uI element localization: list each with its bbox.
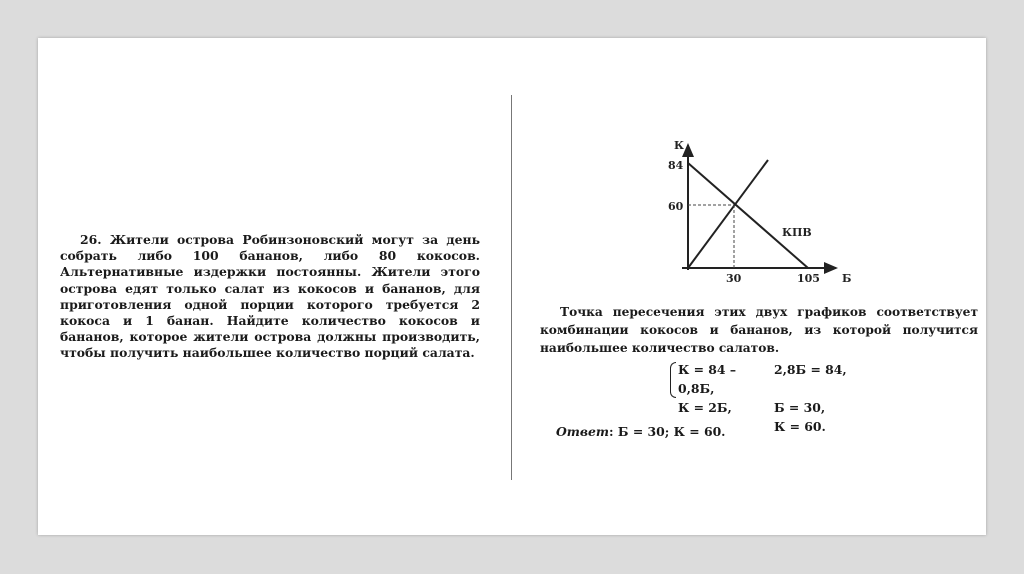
step-1: 2,8Б = 84, <box>774 362 847 377</box>
y-tick-84: 84 <box>668 159 684 172</box>
solution-text: Точка пересечения этих двух графиков соответствует комбинации кокосов и бананов, из которой получится наибольшее количество салатов. <box>540 305 978 355</box>
x-axis-label: Б <box>842 272 852 285</box>
answer-value: : Б = 30; К = 60. <box>609 424 726 439</box>
problem-statement: Жители острова Робинзоновский могут за день собрать либо 100 бананов, либо 80 кокосов. Альтернативные издержки постоянны. Жители этого острова едят только салат из кокосов и бананов, для приготовления одной порции которого требуется 2 кокоса и 1 банан. Найдите количество кокосов и бананов, которое жители острова должны производить, чтобы получить наибольшее количество порций салата. <box>60 232 480 361</box>
step-2: Б = 30, <box>774 400 826 415</box>
x-tick-105: 105 <box>797 272 820 285</box>
x-tick-30: 30 <box>726 272 742 285</box>
ppf-label: КПВ <box>782 226 812 239</box>
y-tick-60: 60 <box>668 200 684 213</box>
y-axis-label: К <box>674 139 685 152</box>
step-3: К = 60. <box>774 419 826 434</box>
brace <box>670 362 676 398</box>
equation-1: К = 84 – 0,8Б, <box>678 362 737 396</box>
ratio-line <box>688 160 768 268</box>
problem-number: 26. <box>80 232 102 247</box>
equation-2: К = 2Б, <box>678 400 732 415</box>
ppf-line <box>688 163 808 268</box>
answer-label: Ответ <box>556 424 610 439</box>
answer <box>556 424 726 439</box>
